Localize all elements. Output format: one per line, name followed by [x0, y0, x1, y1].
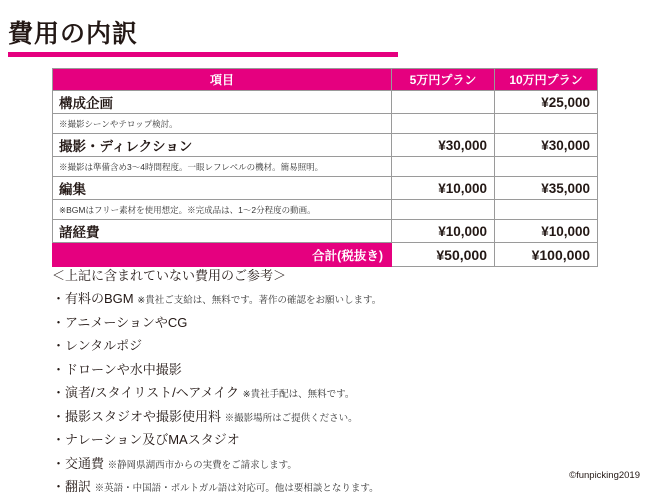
page-title-block: [0, 8, 650, 52]
table-total-row: [53, 243, 598, 267]
list-item-label: ・演者/スタイリスト/ヘアメイク: [52, 385, 240, 400]
list-item-label: ・ドローンや水中撮影: [52, 361, 182, 377]
column-header-plan-b: 10万円プラン: [495, 69, 598, 91]
table-row: [53, 91, 598, 114]
row-note-plan-a-blank: [392, 200, 495, 220]
page-title: 費用の内訳: [8, 20, 139, 48]
row-plan-a-value: ¥10,000: [392, 177, 495, 200]
column-header-item: 項目: [53, 69, 392, 91]
list-item: [52, 476, 622, 500]
row-plan-a-value: [392, 91, 495, 114]
total-plan-a-value: ¥50,000: [392, 243, 495, 267]
list-item: [52, 453, 622, 477]
row-note: ※撮影は準備含め3〜4時間程度。一眼レフレベルの機材。簡易照明。: [53, 157, 392, 177]
table-row: [53, 134, 598, 157]
list-item-label: ・翻訳: [52, 479, 92, 494]
row-note-plan-b-blank: [495, 200, 598, 220]
row-label: 構成企画: [53, 91, 392, 114]
row-note-plan-a-blank: [392, 114, 495, 134]
list-item: [52, 312, 622, 336]
table-row: [53, 177, 598, 200]
list-item: [52, 429, 622, 453]
list-item-sub: ※貴社手配は、無料です。: [242, 389, 355, 400]
title-underline-rule: [8, 52, 398, 57]
row-note-plan-a-blank: [392, 157, 495, 177]
cost-table: [52, 68, 598, 267]
copyright-footer: ©funpicking2019: [569, 470, 640, 481]
cost-table-wrapper: [52, 68, 597, 267]
list-item-label: ・アニメーションやCG: [52, 314, 188, 330]
row-plan-a-value: ¥10,000: [392, 220, 495, 243]
table-note-row: [53, 157, 598, 177]
total-label: 合計(税抜き): [53, 243, 392, 267]
row-note-plan-b-blank: [495, 114, 598, 134]
list-item: [52, 335, 622, 359]
row-note: ※BGMはフリー素材を使用想定。※完成品は、1〜2分程度の動画。: [53, 200, 392, 220]
list-item-sub: ※英語・中国語・ポルトガル語は対応可。他は要相談となります。: [94, 483, 379, 494]
list-item-sub: ※撮影場所はご提供ください。: [224, 412, 358, 424]
row-note: ※撮影シーンやテロップ検討。: [53, 114, 392, 134]
total-plan-b-value: ¥100,000: [495, 243, 598, 267]
list-item-label: ・交通費: [52, 455, 105, 471]
table-header-row: [53, 69, 598, 91]
list-item-label: ・有料のBGM: [52, 291, 134, 306]
table-note-row: [53, 200, 598, 220]
row-plan-b-value: ¥25,000: [495, 91, 598, 114]
table-row: [53, 220, 598, 243]
row-plan-b-value: ¥10,000: [495, 220, 598, 243]
list-item: [52, 406, 622, 430]
list-item-sub: ※静岡県湖西市からの実費をご請求します。: [107, 459, 297, 471]
list-item: [52, 359, 622, 383]
list-item-label: ・ナレーション及びMAスタジオ: [52, 432, 240, 447]
row-label: 編集: [53, 177, 392, 200]
row-plan-b-value: ¥30,000: [495, 134, 598, 157]
list-item-label: ・撮影スタジオや撮影使用料: [52, 408, 222, 424]
row-plan-a-value: ¥30,000: [392, 134, 495, 157]
row-label: 諸経費: [53, 220, 392, 243]
list-item: [52, 382, 622, 406]
list-item-label: ・レンタルポジ: [52, 338, 143, 353]
row-note-plan-b-blank: [495, 157, 598, 177]
list-item-sub: ※貴社ご支給は、無料です。著作の確認をお願いします。: [137, 295, 382, 306]
row-label: 撮影・ディレクション: [53, 134, 392, 157]
table-note-row: [53, 114, 598, 134]
excluded-costs-heading: ＜上記に含まれていない費用のご参考＞: [52, 268, 287, 283]
excluded-costs-section: [52, 267, 622, 500]
list-item: [52, 288, 622, 312]
column-header-plan-a: 5万円プラン: [392, 69, 495, 91]
row-plan-b-value: ¥35,000: [495, 177, 598, 200]
